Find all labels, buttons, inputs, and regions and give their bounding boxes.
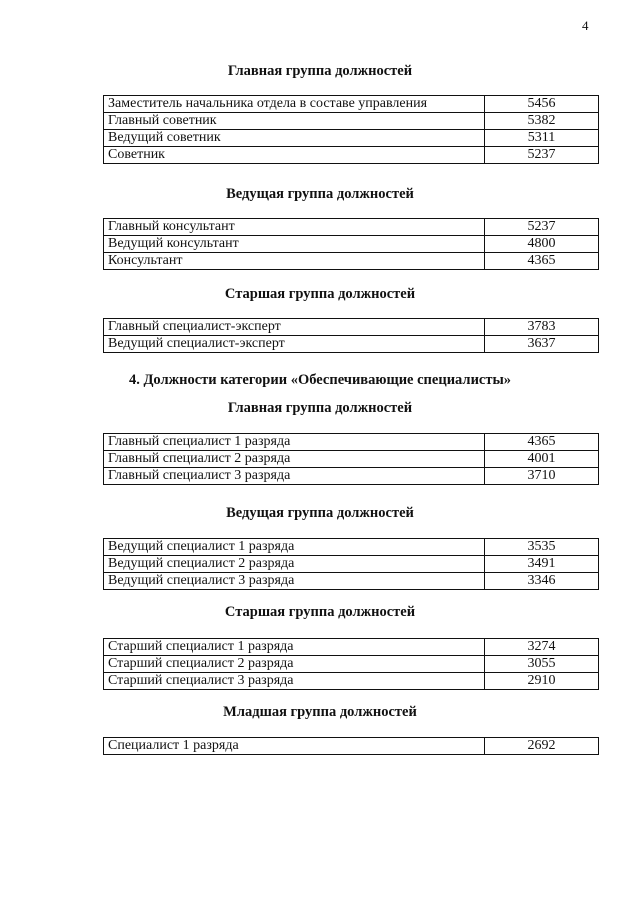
salary-table <box>103 433 599 485</box>
position-title: Главный советник <box>104 113 485 130</box>
salary-table <box>103 218 599 270</box>
position-title: Главный специалист 3 разряда <box>104 468 485 485</box>
section-title: 4. Должности категории «Обеспечивающие специалисты» <box>128 372 512 388</box>
salary-value: 3637 <box>485 336 599 353</box>
table-row <box>104 219 599 236</box>
page-number: 4 <box>582 18 589 33</box>
salary-value: 3783 <box>485 319 599 336</box>
table-row <box>104 96 599 113</box>
position-title: Старший специалист 3 разряда <box>104 673 485 690</box>
salary-value: 2910 <box>485 673 599 690</box>
salary-value: 3274 <box>485 639 599 656</box>
group-heading: Ведущая группа должностей <box>226 505 414 521</box>
salary-value: 4365 <box>485 253 599 270</box>
salary-value: 2692 <box>485 738 599 755</box>
table-row <box>104 113 599 130</box>
salary-table <box>103 737 599 755</box>
position-title: Ведущий советник <box>104 130 485 147</box>
group-heading: Главная группа должностей <box>227 400 413 416</box>
table-row <box>104 673 599 690</box>
salary-value: 5237 <box>485 147 599 164</box>
table-row <box>104 573 599 590</box>
salary-table <box>103 638 599 690</box>
salary-value: 3710 <box>485 468 599 485</box>
position-title: Ведущий специалист 3 разряда <box>104 573 485 590</box>
salary-table <box>103 318 599 353</box>
position-title: Главный специалист-эксперт <box>104 319 485 336</box>
group-heading: Ведущая группа должностей <box>226 186 414 202</box>
table-row <box>104 319 599 336</box>
table-row <box>104 147 599 164</box>
salary-value: 5237 <box>485 219 599 236</box>
position-title: Ведущий специалист 2 разряда <box>104 556 485 573</box>
position-title: Заместитель начальника отдела в составе управления <box>104 96 485 113</box>
group-heading: Старшая группа должностей <box>224 604 416 620</box>
salary-value: 3535 <box>485 539 599 556</box>
position-title: Специалист 1 разряда <box>104 738 485 755</box>
table-row <box>104 336 599 353</box>
group-heading: Старшая группа должностей <box>224 286 416 302</box>
salary-value: 5311 <box>485 130 599 147</box>
table-row <box>104 738 599 755</box>
salary-value: 3055 <box>485 656 599 673</box>
table-row <box>104 451 599 468</box>
table-row <box>104 236 599 253</box>
table-row <box>104 556 599 573</box>
position-title: Старший специалист 2 разряда <box>104 656 485 673</box>
table-row <box>104 253 599 270</box>
position-title: Советник <box>104 147 485 164</box>
position-title: Ведущий специалист 1 разряда <box>104 539 485 556</box>
salary-value: 5456 <box>485 96 599 113</box>
table-row <box>104 656 599 673</box>
salary-value: 3491 <box>485 556 599 573</box>
salary-value: 4365 <box>485 434 599 451</box>
salary-table <box>103 538 599 590</box>
table-row <box>104 434 599 451</box>
table-row <box>104 539 599 556</box>
group-heading: Главная группа должностей <box>227 63 413 79</box>
group-heading: Младшая группа должностей <box>223 704 417 720</box>
table-row <box>104 468 599 485</box>
position-title: Главный консультант <box>104 219 485 236</box>
position-title: Главный специалист 1 разряда <box>104 434 485 451</box>
table-row <box>104 639 599 656</box>
position-title: Консультант <box>104 253 485 270</box>
position-title: Ведущий специалист-эксперт <box>104 336 485 353</box>
salary-value: 4800 <box>485 236 599 253</box>
salary-value: 4001 <box>485 451 599 468</box>
salary-value: 5382 <box>485 113 599 130</box>
salary-table <box>103 95 599 164</box>
position-title: Старший специалист 1 разряда <box>104 639 485 656</box>
salary-value: 3346 <box>485 573 599 590</box>
table-row <box>104 130 599 147</box>
position-title: Главный специалист 2 разряда <box>104 451 485 468</box>
position-title: Ведущий консультант <box>104 236 485 253</box>
